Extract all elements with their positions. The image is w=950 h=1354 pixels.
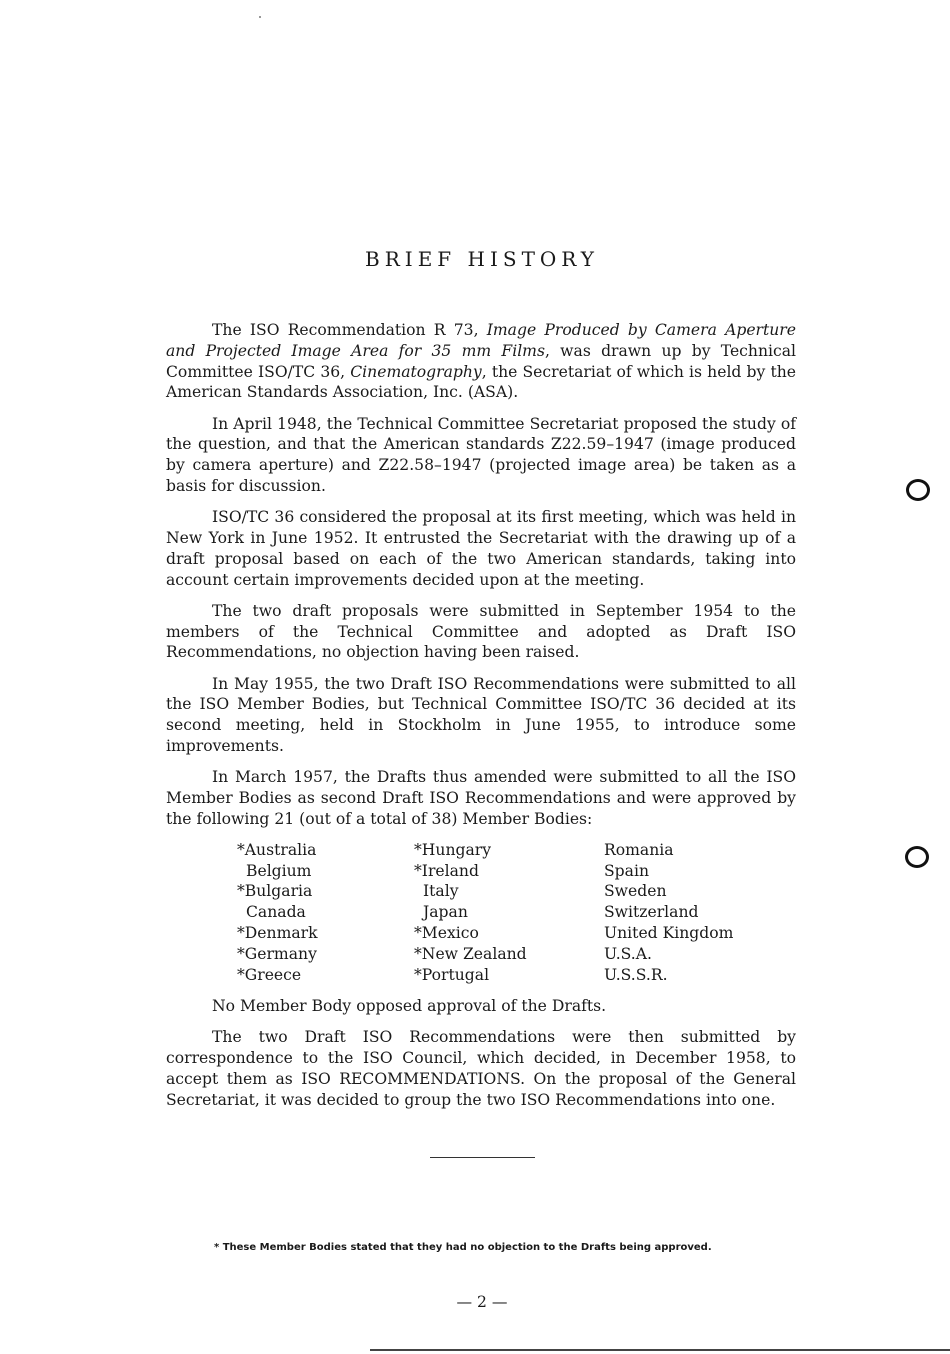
member-body: *New Zealand — [414, 944, 527, 963]
member-bodies-column-1 — [237, 840, 318, 986]
footnote: * These Member Bodies stated that they had no objection to the Drafts being approved. — [214, 1242, 712, 1253]
paragraph-text: , was drawn up by Technical Committee ISO/TC 36, — [166, 341, 796, 381]
page-title: BRIEF HISTORY — [365, 247, 599, 272]
paragraph-1957-approval: In March 1957, the Drafts thus amended were submitted to all the ISO Member Bodies as second Draft ISO Recommendations and were approved by the following 21 (out of a total of 38) Member Bodies: — [166, 768, 796, 828]
member-body: *Ireland — [414, 861, 479, 880]
member-body: *Australia — [237, 840, 317, 859]
member-body: *Denmark — [237, 924, 318, 943]
punch-hole-mark — [905, 846, 929, 868]
paragraph-text: , the Secretariat of which is held by the American Standards Association, Inc. (ASA). — [166, 362, 796, 402]
paragraph-text: The ISO Recommendation R 73, — [212, 321, 487, 339]
bottom-edge-rule — [370, 1349, 950, 1351]
member-body: *Portugal — [414, 965, 490, 984]
paragraph-1948-proposal: In April 1948, the Technical Committee Secretariat proposed the study of the question, and that the American standards Z22.59–1947 (image produced by camera aperture) and Z22.58–1947 (projected image area) be taken as a basis for discussion. — [166, 414, 796, 495]
paragraph-no-opposition: No Member Body opposed approval of the Drafts. — [212, 997, 607, 1016]
paragraph-1952-meeting: ISO/TC 36 considered the proposal at its first meeting, which was held in New York in June 1952. It entrusted the Secretariat with the drawing up of a draft proposal based on each of the two American standards, taking into account certain improvements decided upon at the meeting. — [166, 508, 796, 589]
paragraph-council-acceptance: The two Draft ISO Recommendations were then submitted by correspondence to the ISO Council, which decided, in December 1958, to accept them as ISO RECOMMENDATIONS. On the proposal of the General Secretariat, it was decided to group the two ISO Recommendations into one. — [166, 1028, 796, 1109]
section-divider — [430, 1157, 535, 1158]
member-body: *Mexico — [414, 924, 479, 943]
member-body: Canada — [246, 903, 306, 922]
member-body: Switzerland — [604, 903, 699, 922]
member-body: *Germany — [237, 944, 317, 963]
committee-subject: Cinematography — [350, 362, 482, 381]
recommendation-title: Image Produced by Camera Aperture and Projected Image Area for 35 mm Films — [166, 321, 796, 360]
member-body: Japan — [423, 903, 468, 922]
member-bodies-column-3 — [604, 840, 733, 986]
paragraph-recommendation-origin — [166, 320, 796, 403]
punch-hole-mark — [906, 479, 930, 501]
member-body: Romania — [604, 840, 674, 859]
member-body: Italy — [423, 882, 459, 901]
member-body: Spain — [604, 861, 649, 880]
member-body: Sweden — [604, 882, 667, 901]
member-bodies-column-2 — [414, 840, 527, 986]
member-body: United Kingdom — [604, 924, 734, 943]
member-body: U.S.A. — [604, 944, 652, 963]
scan-speck — [259, 16, 261, 18]
member-body: *Greece — [237, 965, 302, 984]
member-body: U.S.S.R. — [604, 965, 668, 984]
paragraph-1954-drafts: The two draft proposals were submitted in September 1954 to the members of the Technical Committee and adopted as Draft ISO Recommendations, no objection having been raised. — [166, 601, 796, 662]
paragraph-1955-stockholm: In May 1955, the two Draft ISO Recommendations were submitted to all the ISO Member Bodies, but Technical Committee ISO/TC 36 decided at its second meeting, held in Stockholm in June 1955, to introduce some improvements. — [166, 674, 796, 755]
history-body — [166, 320, 796, 1121]
member-body: *Bulgaria — [237, 882, 313, 901]
member-body: Belgium — [246, 861, 312, 880]
member-body: *Hungary — [414, 840, 492, 859]
page-number: — 2 — — [456, 1293, 508, 1311]
member-bodies-list — [166, 840, 796, 986]
